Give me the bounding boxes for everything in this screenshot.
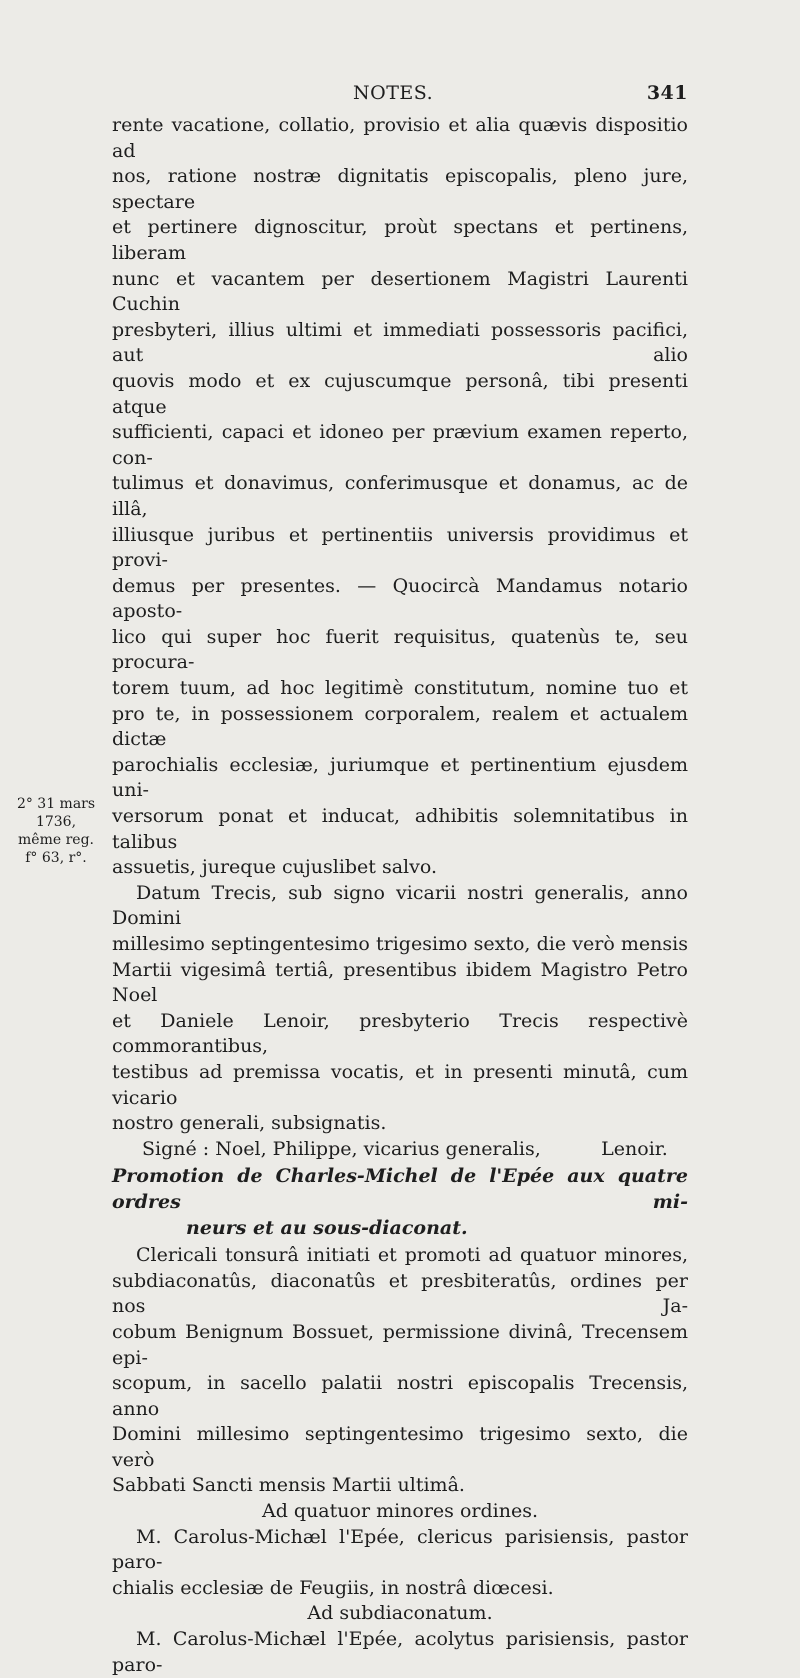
text-line: testibus ad premissa vocatis, et in presenti minutâ, cum vicario <box>112 1060 688 1109</box>
text-line: cobum Benignum Bossuet, permissione divinâ, Trecensem epi- <box>112 1320 688 1369</box>
text-line: lico qui super hoc fuerit requisitus, quatenùs te, seu procura- <box>112 625 688 674</box>
paragraph-promotion <box>112 1243 688 1499</box>
text-line: Domini millesimo septingentesimo trigesimo sexto, die verò <box>112 1423 688 1471</box>
paragraph-subdiaconate <box>112 1627 688 1678</box>
text-line: versorum ponat et inducat, adhibitis solemnitatibus in talibus <box>112 805 688 853</box>
text-line: nunc et vacantem per desertionem Magistri Laurenti Cuchin <box>112 267 688 316</box>
text-line: nos, ratione nostræ dignitatis episcopalis, pleno jure, spectare <box>112 165 688 213</box>
text-line: et Daniele Lenoir, presbyterio Trecis respectivè commorantibus, <box>112 1009 688 1058</box>
margin-note <box>10 795 102 867</box>
text-line: Sabbati Sancti mensis Martii ultimâ. <box>112 1474 465 1497</box>
page-number: 341 <box>646 82 688 104</box>
text-line: Clericali tonsurâ initiati et promoti ad quatuor minores, <box>136 1244 688 1267</box>
text-line: chialis ecclesiæ de Feugiis, in nostrâ diœcesi. <box>112 1576 554 1599</box>
text-line: Martii vigesimâ tertiâ, presentibus ibidem Magistro Petro Noel <box>112 958 688 1007</box>
margin-note-line: 2° 31 mars <box>16 796 96 812</box>
text-line: M. Carolus-Michæl l'Epée, clericus parisiensis, pastor paro- <box>112 1525 688 1574</box>
text-line: assuetis, jureque cujuslibet salvo. <box>112 856 438 879</box>
subheading-minor-orders: Ad quatuor minores ordines. <box>261 1500 538 1523</box>
subheading-subdiaconate: Ad subdiaconatum. <box>307 1602 493 1625</box>
text-column <box>112 113 688 1678</box>
heading-line: Promotion de Charles-Michel de l'Epée aux quatre ordres mi- <box>112 1165 688 1213</box>
text-line: quovis modo et ex cujuscumque personâ, tibi presenti atque <box>112 369 688 418</box>
text-line: pro te, in possessionem corporalem, realem et actualem dictæ <box>112 702 688 751</box>
text-line: demus per presentes. — Quocircà Mandamus notario aposto- <box>112 574 688 623</box>
paragraph-datum <box>112 881 688 1137</box>
text-line: presbyteri, illius ultimi et immediati possessoris pacifici, aut alio <box>112 318 688 367</box>
text-line: tulimus et donavimus, conferimusque et donamus, ac de illâ, <box>112 472 688 520</box>
text-line: scopum, in sacello palatii nostri episcopalis Trecensis, anno <box>112 1372 688 1420</box>
section-heading <box>112 1164 688 1241</box>
signature-line: Signé : Noel, Philippe, vicarius generalis, Lenoir. <box>142 1137 668 1160</box>
text-line: torem tuum, ad hoc legitimè constitutum, nomine tuo et <box>112 677 688 700</box>
paragraph-minor-orders <box>112 1525 688 1602</box>
margin-note-line: f° 63, r°. <box>25 850 87 866</box>
running-title: NOTES. <box>353 82 434 104</box>
text-line: parochialis ecclesiæ, juriumque et pertinentium ejusdem uni- <box>112 753 688 802</box>
text-line: M. Carolus-Michæl l'Epée, acolytus parisiensis, pastor paro- <box>112 1628 688 1676</box>
margin-note-line: même reg. <box>18 832 94 848</box>
text-line: rente vacatione, collatio, provisio et alia quævis dispositio ad <box>112 114 688 162</box>
heading-line: neurs et au sous-diaconat. <box>186 1216 468 1239</box>
margin-note-line: 1736, <box>35 814 77 830</box>
text-line: et pertinere dignoscitur, proùt spectans et pertinens, liberam <box>112 216 688 264</box>
text-line: subdiaconatûs, diaconatûs et presbiteratûs, ordines per nos Ja- <box>112 1269 688 1318</box>
text-line: illiusque juribus et pertinentiis universis providimus et provi- <box>112 523 688 572</box>
text-line: Datum Trecis, sub signo vicarii nostri generalis, anno Domini <box>112 881 688 930</box>
text-line: sufficienti, capaci et idoneo per prævium examen reperto, con- <box>112 421 688 469</box>
text-line: nostro generali, subsignatis. <box>112 1112 387 1135</box>
text-line: millesimo septingentesimo trigesimo sexto, die verò mensis <box>112 933 688 955</box>
paragraph-collation <box>112 113 688 881</box>
